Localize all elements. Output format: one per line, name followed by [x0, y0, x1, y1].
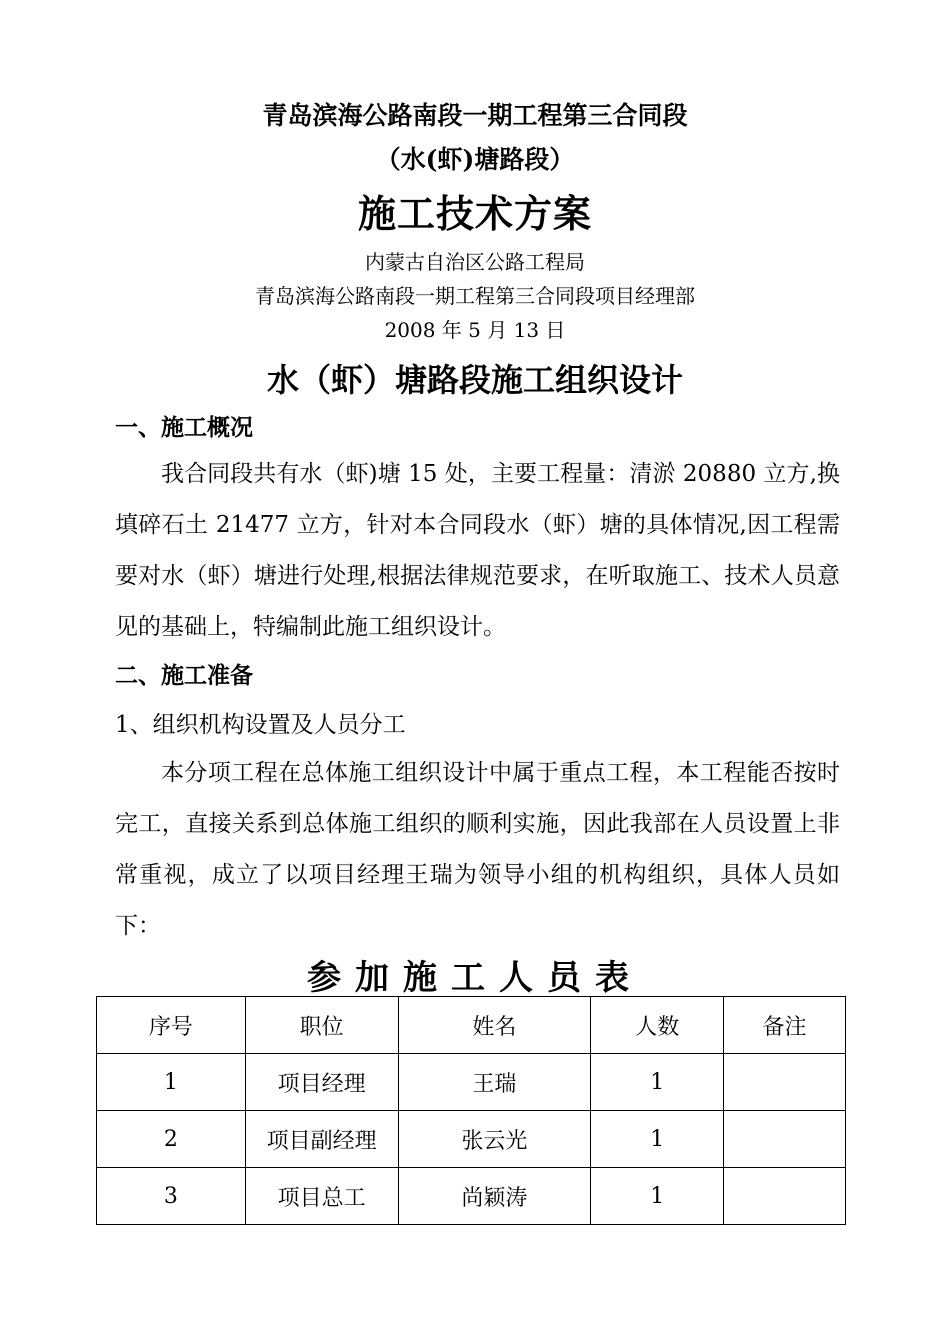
cell-name: 张云光 [398, 1111, 591, 1168]
section-2-heading: 二、施工准备 [115, 662, 253, 689]
organization-line-2: 青岛滨海公路南段一期工程第三合同段项目经理部 [255, 284, 695, 308]
cell-index: 2 [97, 1111, 246, 1168]
section-1-paragraph: 我合同段共有水（虾)塘 15 处，主要工程量：清淤 20880 立方,换填碎石土 21477 立方，针对本合同段水（虾）塘的具体情况,因工程需要对水（虾）塘进行处理,根据法律规范要求，在听取施工、技术人员意见的基础上，特编制此施工组织设计。 [115, 461, 840, 640]
cell-remarks [724, 1168, 846, 1225]
table-row [97, 1111, 846, 1168]
organization-line-1: 内蒙古自治区公路工程局 [365, 250, 585, 274]
cell-name: 王瑞 [398, 1054, 591, 1111]
cell-position: 项目经理 [245, 1054, 398, 1111]
table-row [97, 1054, 846, 1111]
table-title: 参加施工人员表 [307, 958, 643, 998]
header-cell-name: 姓名 [398, 997, 591, 1054]
cell-remarks [724, 1111, 846, 1168]
cell-count: 1 [591, 1168, 724, 1225]
title-line-1: 青岛滨海公路南段一期工程第三合同段 [262, 101, 688, 130]
table-header-row [97, 997, 846, 1054]
cell-name: 尚颖涛 [398, 1168, 591, 1225]
document-title: 水（虾）塘路段施工组织设计 [266, 361, 683, 399]
table-row [97, 1168, 846, 1225]
header-cell-count: 人数 [591, 997, 724, 1054]
header-cell-index: 序号 [97, 997, 246, 1054]
cell-count: 1 [591, 1111, 724, 1168]
cell-position: 项目副经理 [245, 1111, 398, 1168]
section-1-heading: 一、施工概况 [115, 414, 253, 441]
cell-remarks [724, 1054, 846, 1111]
personnel-table [96, 996, 846, 1225]
section-2-subheading: 1、组织机构设置及人员分工 [115, 712, 406, 738]
document-date: 2008 年 5 月 13 日 [384, 318, 566, 342]
section-2-paragraph: 本分项工程在总体施工组织设计中属于重点工程，本工程能否按时完工，直接关系到总体施工组织的顺利实施，因此我部在人员设置上非常重视，成立了以项目经理王瑞为领导小组的机构组织，具体人员如下： [115, 760, 840, 939]
main-title: 施工技术方案 [357, 191, 592, 236]
cell-position: 项目总工 [245, 1168, 398, 1225]
cell-count: 1 [591, 1054, 724, 1111]
header-cell-position: 职位 [245, 997, 398, 1054]
cell-index: 3 [97, 1168, 246, 1225]
title-line-2: （水(虾)塘路段） [375, 145, 575, 174]
header-cell-remarks: 备注 [724, 997, 846, 1054]
cell-index: 1 [97, 1054, 246, 1111]
